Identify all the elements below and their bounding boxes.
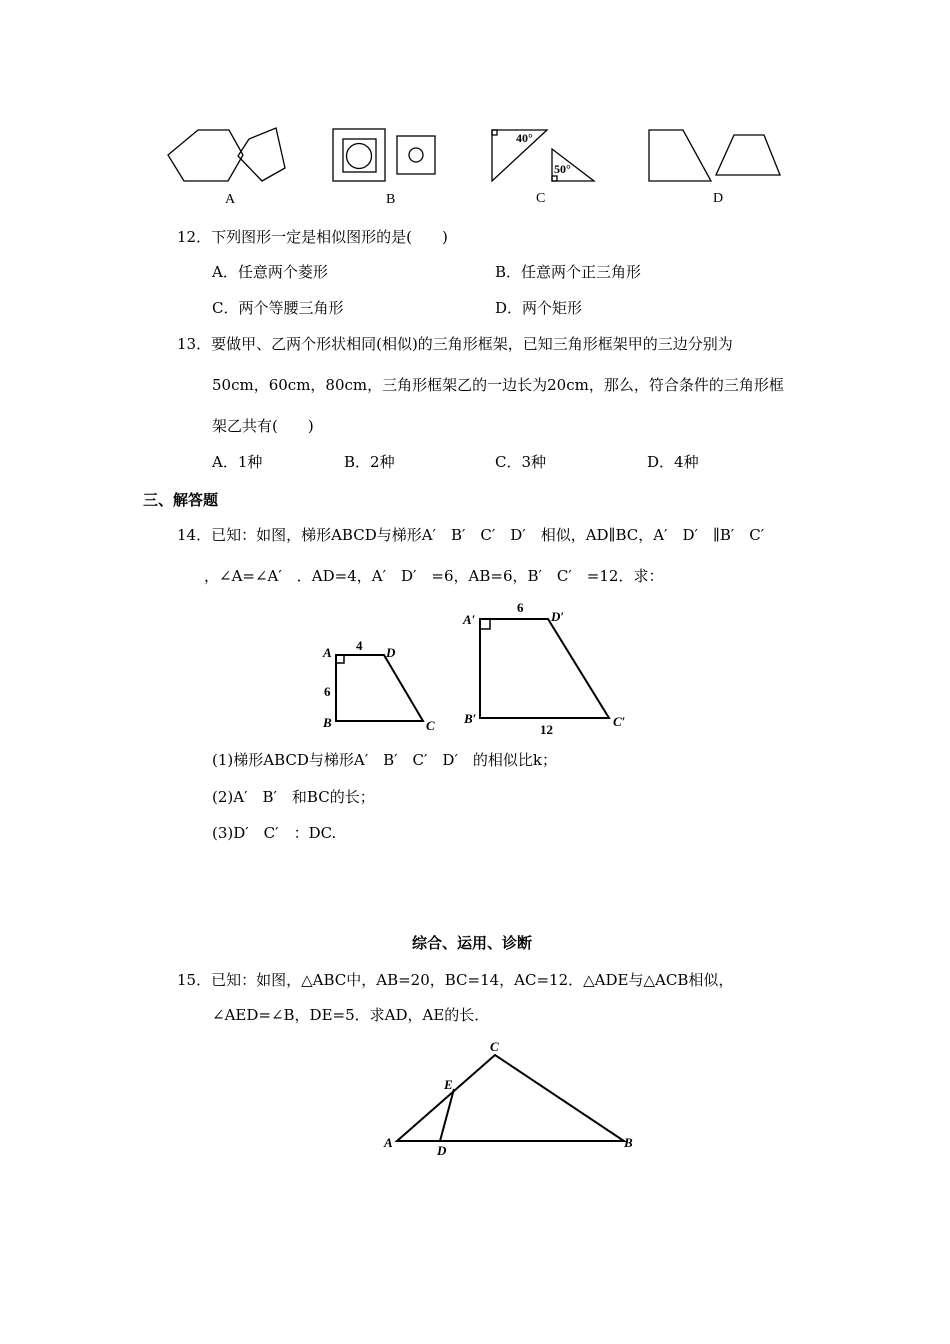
label-d: D <box>386 645 396 660</box>
trapezoid-right <box>649 130 711 181</box>
length-b1c1: 12 <box>540 722 553 737</box>
square-outer-2 <box>397 136 435 174</box>
q14-sub1: (1)梯形ABCD与梯形A′ B′ C′ D′ 的相似比k； <box>212 751 557 769</box>
label-a: A <box>384 1135 393 1150</box>
right-angle-mark-c2 <box>552 176 557 181</box>
hexagon-shape <box>168 130 243 181</box>
circle-in-square-2 <box>409 148 423 162</box>
q12-option-d: D．两个矩形 <box>495 299 583 317</box>
q14-sub3: (3)D′ C′ ：DC. <box>212 824 337 842</box>
q13-line3: 架乙共有( ) <box>212 417 314 435</box>
label-c: C <box>426 718 435 733</box>
q14-trapezoid-figures <box>0 600 950 740</box>
label-c-prime: C′ <box>613 714 626 729</box>
pentagon-shape <box>238 128 285 181</box>
label-b-prime: B′ <box>464 711 477 726</box>
q12-option-b: B．任意两个正三角形 <box>495 263 642 281</box>
label-d: D <box>437 1143 447 1158</box>
q13-line1: 13．要做甲、乙两个形状相同(相似)的三角形框架，已知三角形框架甲的三边分别为 <box>177 335 733 353</box>
option-label-b: B <box>386 192 396 207</box>
q15-line2: ∠AED=∠B，DE=5．求AD，AE的长． <box>212 1006 490 1024</box>
label-a-prime: A′ <box>463 612 476 627</box>
option-label-a: A <box>225 192 236 207</box>
q13-line2: 50cm，60cm，80cm，三角形框架乙的一边长为20cm，那么，符合条件的三角形框 <box>212 376 784 394</box>
q12-stem: 12．下列图形一定是相似图形的是( ) <box>177 228 448 246</box>
right-angle-mark-c1 <box>492 130 497 135</box>
option-label-d: D <box>713 191 724 206</box>
option-figures <box>0 0 950 220</box>
right-angle-mark-large <box>480 619 490 629</box>
q13-option-c: C．3种 <box>495 453 547 471</box>
q15-triangle-figure <box>0 1035 950 1175</box>
q12-option-a: A．任意两个菱形 <box>212 263 328 281</box>
trapezoid-a1b1c1d1 <box>480 619 609 718</box>
label-e: E <box>444 1077 453 1092</box>
q13-option-b: B．2种 <box>344 453 395 471</box>
length-ad: 4 <box>356 638 363 653</box>
q12-option-c: C．两个等腰三角形 <box>212 299 344 317</box>
square-outer-1 <box>333 129 385 181</box>
circle-in-square-1 <box>347 144 372 169</box>
length-a1d1: 6 <box>517 600 524 615</box>
right-angle-mark-small <box>336 655 344 663</box>
label-a: A <box>323 645 332 660</box>
trapezoid-abcd <box>336 655 423 721</box>
length-ab: 6 <box>324 684 331 699</box>
angle-label-40: 40° <box>516 131 533 145</box>
section-title-comprehensive: 综合、运用、诊断 <box>412 934 533 952</box>
option-label-c: C <box>536 191 546 206</box>
label-d-prime: D′ <box>551 609 565 624</box>
q15-line1: 15．已知：如图，△ABC中，AB=20，BC=14，AC=12．△ADE与△ACB相似， <box>177 971 734 989</box>
label-b: B <box>323 715 332 730</box>
q14-line1: 14．已知：如图，梯形ABCD与梯形A′ B′ C′ D′ 相似，AD∥BC，A′ D′ ∥B′ C′ <box>177 526 765 544</box>
label-b: B <box>624 1135 633 1150</box>
q14-sub2: (2)A′ B′ 和BC的长； <box>212 788 375 806</box>
q13-option-d: D．4种 <box>647 453 699 471</box>
trapezoid-isosceles <box>716 135 780 175</box>
q14-line2: ，∠A=∠A′ ．AD=4，A′ D′ =6，AB=6，B′ C′ =12．求： <box>204 567 664 585</box>
q13-option-a: A．1种 <box>212 453 263 471</box>
label-c: C <box>490 1039 499 1054</box>
triangle-abc <box>397 1055 624 1141</box>
section-title-answers: 三、解答题 <box>143 491 219 509</box>
angle-label-50: 50° <box>554 162 571 176</box>
